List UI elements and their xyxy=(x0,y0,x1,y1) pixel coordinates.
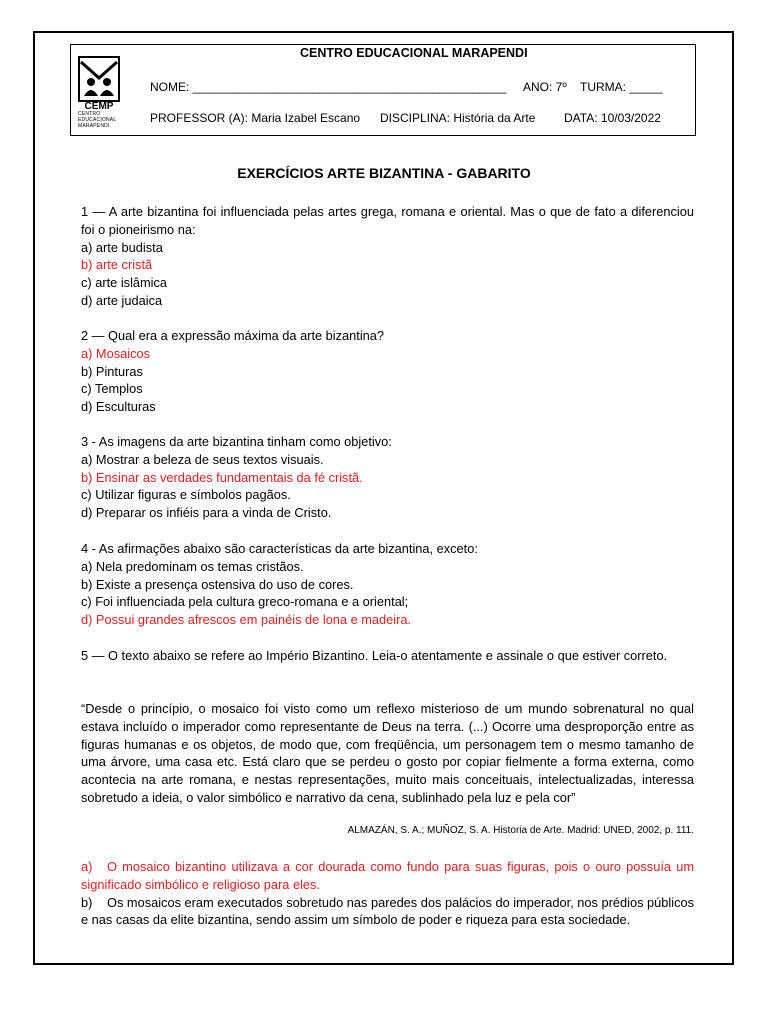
q3-option-a: a) Mostrar a beleza de seus textos visuais. xyxy=(81,451,324,467)
question-3 xyxy=(81,433,694,522)
question-2-text: 2 — Qual era a expressão máxima da arte bizantina? xyxy=(81,328,385,343)
ano-field: ANO: 7º xyxy=(523,80,567,94)
question-1 xyxy=(81,203,694,310)
quote-citation: ALMAZÁN, S. A.; MUÑOZ, S. A. Historia de Arte. Madrid: UNED, 2002, p. 111. xyxy=(347,825,694,836)
q3-option-d: d) Preparar os infiéis para a vinda de Cristo. xyxy=(81,505,332,521)
turma-field: TURMA: _____ xyxy=(580,80,663,94)
logo-caption: CENTRO EDUCACIONAL MARAPENDI xyxy=(78,111,117,129)
logo-figure-right xyxy=(103,78,111,86)
q4-option-d-answer: d) Possui grandes afrescos em painéis de lona e madeira. xyxy=(81,612,412,628)
professor-field: PROFESSOR (A): Maria Izabel Escano xyxy=(150,111,361,125)
question-1-text: 1 — A arte bizantina foi influenciada pelas artes grega, romana e oriental. Mas o que de fato a diferenciou foi o pioneirismo na: xyxy=(81,204,694,237)
question-4 xyxy=(81,540,694,629)
q1-option-c: c) arte islâmica xyxy=(81,275,168,291)
q4-option-c: c) Foi influenciada pela cultura greco-romana e a oriental; xyxy=(81,594,409,610)
school-name: CENTRO EDUCACIONAL MARAPENDI xyxy=(300,46,528,60)
q1-option-a: a) arte budista xyxy=(81,239,163,255)
q2-option-c: c) Templos xyxy=(81,381,143,397)
logo-figure-bodies xyxy=(84,90,114,96)
q5-option-b-label: b) xyxy=(81,894,93,910)
question-3-text: 3 - As imagens da arte bizantina tinham como objetivo: xyxy=(81,434,392,449)
question-2 xyxy=(81,327,694,416)
nome-field: NOME: _______________________________________________ xyxy=(150,80,507,94)
q2-option-d: d) Esculturas xyxy=(81,399,156,415)
page-title: EXERCÍCIOS ARTE BIZANTINA - GABARITO xyxy=(237,165,531,181)
disciplina-field: DISCIPLINA: História da Arte xyxy=(380,111,536,125)
q5-option-a-answer xyxy=(81,858,694,894)
q4-option-b: b) Existe a presença ostensiva do uso de cores. xyxy=(81,576,354,592)
question-5-options xyxy=(81,858,694,929)
data-field: DATA: 10/03/2022 xyxy=(564,111,661,125)
school-logo xyxy=(78,56,122,118)
q4-option-a: a) Nela predominam os temas cristãos. xyxy=(81,558,304,574)
quote-text: “Desde o princípio, o mosaico foi visto como um reflexo misterioso de um mundo sobrenatural no qual estava incluído o imperador como representante de Deus na terra. (...) Ocorre uma desproporção entre as figuras humanas e os objetos, de modo que, com freqüência, um personagem tem o mesmo tamanho de uma árvore, uma casa etc. Está claro que se perdeu o gosto por copiar fielmente a forma externa, como acontecia na arte romana, e nestas representações, muito mais conceituais, intelectualizadas, interessa sobretudo a ideia, o valor simbólico e narrativo da cena, sublinhado pela luz e pela cor” xyxy=(81,701,694,805)
question-5 xyxy=(81,647,694,665)
question-4-text: 4 - As afirmações abaixo são características da arte bizantina, exceto: xyxy=(81,541,478,556)
q5-option-b xyxy=(81,894,694,930)
logo-m-shape xyxy=(81,62,117,78)
q2-option-b: b) Pinturas xyxy=(81,363,143,379)
q3-option-b-answer: b) Ensinar as verdades fundamentais da fé cristã. xyxy=(81,469,363,485)
quote-block xyxy=(81,700,694,807)
q3-option-c: c) Utilizar figuras e símbolos pagãos. xyxy=(81,487,291,503)
question-5-text: 5 — O texto abaixo se refere ao Império Bizantino. Leia-o atentamente e assinale o que estiver correto. xyxy=(81,648,668,663)
q5-option-b-text: Os mosaicos eram executados sobretudo nas paredes dos palácios do imperador, nos prédios públicos e nas casas da elite bizantina, sendo assim um símbolo de poder e riqueza para esta sociedade. xyxy=(81,894,694,928)
logo-figure-left xyxy=(87,78,95,86)
q2-option-a-answer: a) Mosaicos xyxy=(81,345,150,361)
q5-option-a-text: O mosaico bizantino utilizava a cor dourada como fundo para suas figuras, pois o ouro possuía um significado simbólico e religioso para eles. xyxy=(81,859,694,892)
logo-text: CEMP xyxy=(84,101,114,112)
q1-option-b-answer: b) arte cristã xyxy=(81,257,153,273)
q1-option-d: d) arte judaica xyxy=(81,292,163,308)
q5-option-a-label: a) xyxy=(81,859,93,874)
